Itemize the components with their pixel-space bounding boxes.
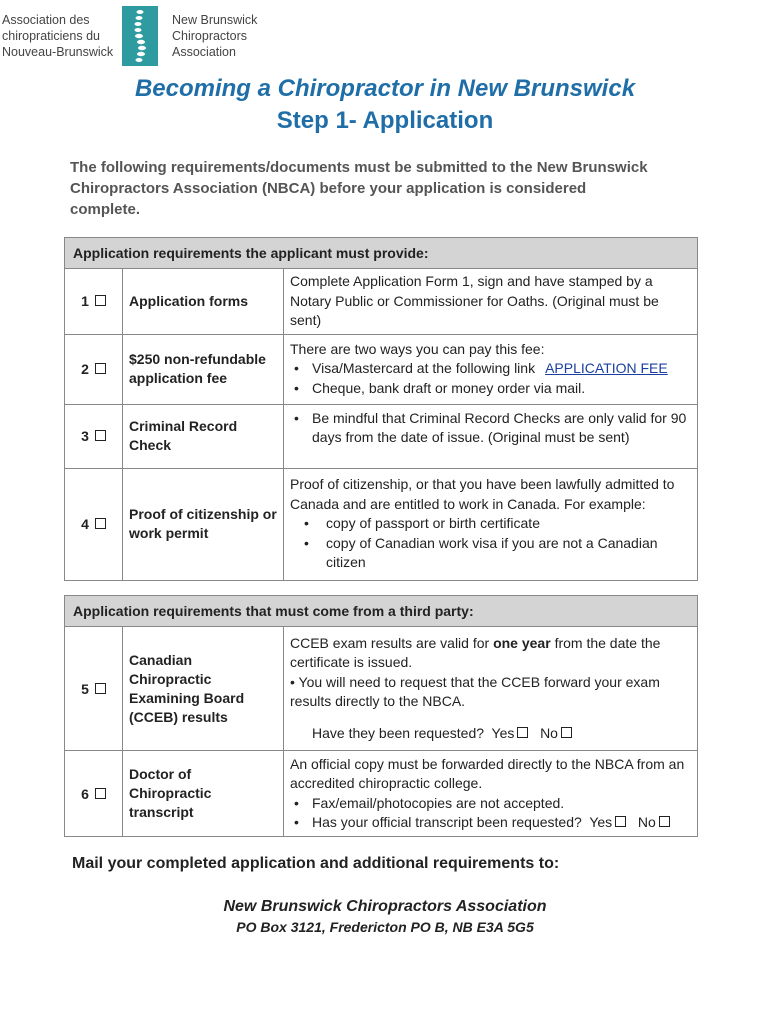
checkbox[interactable] [95,788,106,799]
page-title: Becoming a Chiropractor in New Brunswick [134,75,636,102]
row-description [284,334,698,404]
row-number [65,468,123,580]
bullet-item: • copy of Canadian work visa if you are not a Canadian citizen [290,534,691,573]
table-row [65,751,698,837]
table-row [65,404,698,468]
checkbox[interactable] [95,430,106,441]
row-number-text: 3 [81,428,89,444]
row-number [65,627,123,751]
table-row [65,334,698,404]
no-checkbox[interactable] [561,727,572,738]
logo-en-line: New Brunswick [172,13,258,27]
logo-fr-line: chiropraticiens du [2,29,100,43]
bullet-item [290,813,691,833]
page-subtitle: Step 1- Application [276,107,494,134]
section-heading: Application requirements that must come from a third party: [65,596,698,627]
row-number-text: 2 [81,361,89,377]
desc-text: There are two ways you can pay this fee: [290,340,545,357]
logo-english-text [172,12,257,60]
row-description [284,404,698,468]
row-number-text: 5 [81,680,89,697]
desc-text: An official copy must be forwarded directly to the NBCA from an accredited chiropractic college. [290,755,685,791]
row-number-text: 6 [81,785,89,802]
bullet-text: Visa/Mastercard at the following link [312,360,536,377]
bullet-item: • You will need to request that the CCEB forward your exam results directly to the NBCA. [290,673,660,710]
row-number-text: 1 [81,293,89,310]
row-number [65,334,123,404]
header [0,0,770,70]
question-text: Have they been requested? [312,724,485,741]
section-heading: Application requirements the applicant must provide: [65,238,698,269]
logo-en-line: Association [172,45,236,59]
row-item: Doctor of Chiropractic transcript [123,751,284,837]
checkbox[interactable] [95,683,106,694]
row-item: Proof of citizenship or work permit [123,468,284,580]
no-label: No [540,724,558,741]
bullet-item: • Be mindful that Criminal Record Checks are only valid for 90 days from the date of issue. (Original must be sent) [290,409,691,448]
checkbox[interactable] [95,518,106,529]
row-number [65,404,123,468]
application-fee-link[interactable]: APPLICATION FEE [545,360,668,377]
mail-address: PO Box 3121, Fredericton PO B, NB E3A 5G5 [236,919,534,935]
bullet-item: • Cheque, bank draft or money order via mail. [290,379,691,399]
yes-label: Yes [491,724,515,741]
logo-french-text [2,12,113,60]
bullet-item [290,359,691,379]
row-item: Criminal Record Check [123,404,284,468]
bullet-item: • copy of passport or birth certificate [290,514,691,534]
row-number-text: 4 [81,516,89,532]
bullet-item: • Fax/email/photocopies are not accepted. [290,794,691,814]
table-row [65,468,698,580]
desc-text-part: CCEB exam results are valid for [290,634,490,651]
desc-text-bold: one year [493,634,551,651]
logo-fr-line: Nouveau-Brunswick [2,45,114,59]
row-description: Complete Application Form 1, sign and have stamped by a Notary Public or Commissioner for Oaths. (Original must be sent) [284,269,698,335]
no-label: No [637,814,656,830]
table-row [65,269,698,335]
row-item: Application forms [123,269,284,335]
logo-en-line: Chiropractors [172,29,248,43]
mail-organization: New Brunswick Chiropractors Association [223,898,547,915]
checkbox[interactable] [95,363,106,374]
mail-heading: Mail your completed application and additional requirements to: [72,855,560,872]
logo-fr-line: Association des [2,13,90,27]
yes-label: Yes [589,814,613,830]
desc-text: Proof of citizenship, or that you have been lawfully admitted to Canada and are entitled to work in Canada. For example: [290,476,675,512]
spine-logo-icon [120,4,160,68]
request-question [290,724,691,744]
applicant-requirements-table [64,237,698,581]
row-description [284,751,698,837]
row-number [65,751,123,837]
table-row [65,627,698,751]
desc-text-part: from the date the certificate is issued. [290,634,661,671]
desc-text [290,634,691,673]
row-description [284,468,698,580]
yes-checkbox[interactable] [615,816,626,827]
third-party-requirements-table [64,595,698,837]
intro-paragraph: The following requirements/documents must be submitted to the New Brunswick Chiropractors Association (NBCA) before your application is considered complete. [70,159,648,218]
row-description [284,627,698,751]
row-item: Canadian Chiropractic Examining Board (CCEB) results [123,627,284,751]
yes-checkbox[interactable] [517,727,528,738]
row-item: $250 non-refundable application fee [123,334,284,404]
checkbox[interactable] [95,295,106,306]
bullet-text: Has your official transcript been requested? [312,814,582,830]
no-checkbox[interactable] [659,816,670,827]
row-number [65,269,123,335]
